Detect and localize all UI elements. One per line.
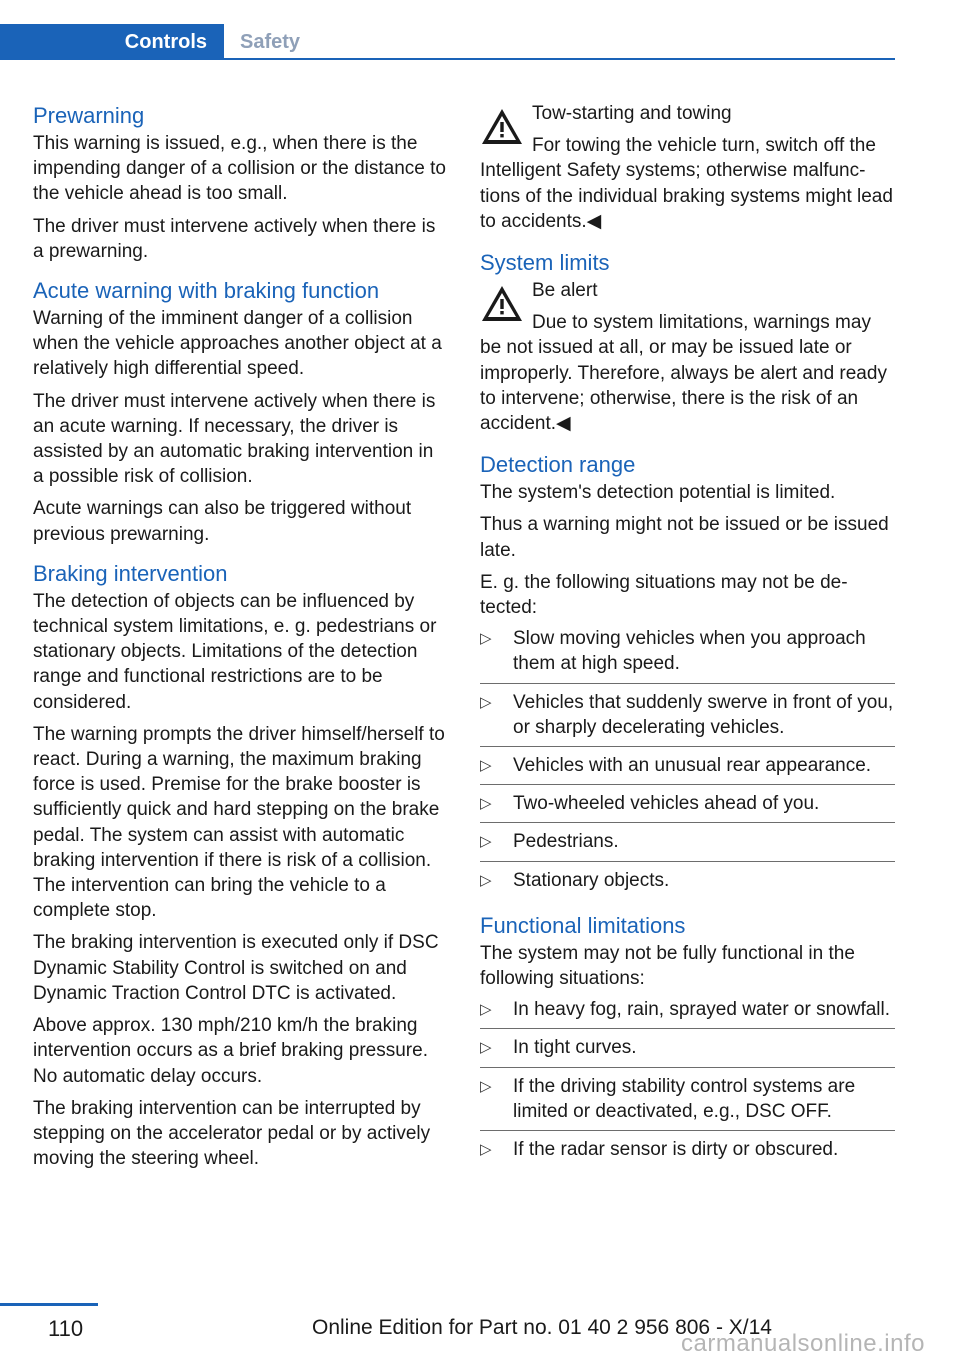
detection-list bbox=[480, 620, 895, 899]
triangle-bullet-icon: ▷ bbox=[480, 757, 492, 775]
paragraph: The warning prompts the driver himself/herself to react. During a warning, the maximum braking force is used. Premise for the brake booster is sufficiently quick and hard stepping on the brake pedal. The system can assist with automatic braking intervention if there is risk of a collision. The intervention can bring the vehicle to a complete stop. bbox=[33, 723, 445, 922]
triangle-bullet-icon: ▷ bbox=[480, 871, 492, 889]
triangle-bullet-icon: ▷ bbox=[480, 1001, 492, 1019]
warning-be-alert bbox=[480, 278, 895, 436]
paragraph: The system's detection potential is limited. bbox=[480, 482, 836, 504]
list-item: ▷ Vehicles with an unusual rear appearance. bbox=[480, 747, 895, 785]
heading-functional-limitations: Functional limitations bbox=[480, 912, 686, 938]
warning-triangle-icon bbox=[480, 283, 524, 323]
list-item: ▷ In heavy fog, rain, sprayed water or snowfall. bbox=[480, 991, 895, 1029]
functional-list bbox=[480, 991, 895, 1168]
triangle-bullet-icon: ▷ bbox=[480, 1077, 492, 1095]
triangle-bullet-icon: ▷ bbox=[480, 795, 492, 813]
warning-title: Tow-starting and towing bbox=[532, 103, 732, 124]
page-number: 110 bbox=[48, 1316, 84, 1341]
paragraph: The driver must intervene actively when there is a prewarning. bbox=[33, 215, 436, 262]
list-item: ▷ If the driving stability control systems are limited or deactivated, e.g., DSC OFF. bbox=[480, 1068, 895, 1131]
heading-prewarning: Prewarning bbox=[33, 103, 145, 128]
paragraph: The detection of objects can be influenced by technical system limitations, e. g. pedestrians or stationary objects. Limitations of the detection range and functional restrictions are to be considered. bbox=[33, 590, 437, 713]
paragraph: Thus a warning might not be issued or be issued late. bbox=[480, 514, 889, 561]
list-item: ▷ If the radar sensor is dirty or obscured. bbox=[480, 1139, 839, 1161]
list-item: ▷ Vehicles that suddenly swerve in front of you, or sharply decelerating vehicles. bbox=[480, 684, 895, 747]
list-item: ▷ Two-wheeled vehicles ahead of you. bbox=[480, 785, 895, 823]
paragraph: This warning is issued, e.g., when there is the impending danger of a collision or the distance to the vehicle ahead is too small. bbox=[33, 133, 446, 205]
list-item: ▷ Pedestrians. bbox=[480, 823, 895, 861]
heading-acute-warning: Acute warning with braking function bbox=[33, 278, 380, 304]
heading-braking-intervention: Braking intervention bbox=[33, 560, 228, 586]
paragraph: The braking intervention can be interrupted by stepping on the accelerator pedal or by actively moving the steering wheel. bbox=[33, 1097, 431, 1170]
paragraph: The braking intervention is executed only if DSC Dynamic Stability Control is switched on and Dynamic Traction Control DTC is activated. bbox=[33, 932, 439, 1004]
warning-title: Be alert bbox=[532, 280, 598, 302]
paragraph: Warning of the imminent danger of a collision when the vehicle approaches another object at a relatively high differential speed. bbox=[33, 308, 442, 380]
paragraph: E. g. the following situations may not be detected: bbox=[480, 571, 848, 619]
tab-controls[interactable]: Controls bbox=[0, 24, 224, 60]
right-column bbox=[480, 101, 895, 1168]
triangle-bullet-icon: ▷ bbox=[480, 1039, 492, 1057]
tab-safety[interactable]: Safety bbox=[240, 30, 301, 53]
heading-system-limits: System limits bbox=[480, 250, 610, 276]
edition-footer: Online Edition for Part no. 01 40 2 956 806 - X/14 bbox=[312, 1316, 772, 1339]
footer-accent-line bbox=[0, 1303, 98, 1306]
heading-detection-range: Detection range bbox=[480, 452, 636, 478]
paragraph: The driver must intervene actively when there is an acute warning. If necessary, the driver is assisted by an automatic braking intervention in a possible risk of collision. bbox=[33, 390, 436, 488]
list-item: ▷ Stationary objects. bbox=[480, 869, 670, 891]
warning-body: For towing the vehicle turn, switch off the Intelligent Safety systems; otherwise malfunctions of the individual braking systems might lead to accidents.◀ bbox=[480, 135, 893, 232]
header-bar bbox=[0, 0, 895, 60]
triangle-bullet-icon: ▷ bbox=[480, 1141, 492, 1159]
left-column bbox=[33, 101, 448, 1178]
triangle-bullet-icon: ▷ bbox=[480, 833, 492, 851]
warning-triangle-icon bbox=[480, 106, 524, 146]
warning-body: Due to system limitations, warnings may be not issued at all, or may be issued late or improperly. Therefore, always be alert and ready to intervene; otherwise, there is the risk of an accident.◀ bbox=[480, 312, 887, 435]
paragraph: Acute warnings can also be triggered without previous prewarning. bbox=[33, 498, 412, 545]
triangle-bullet-icon: ▷ bbox=[480, 630, 492, 648]
warning-towing bbox=[480, 101, 895, 234]
paragraph: Above approx. 130 mph/210 km/h the braking intervention occurs as a brief braking pressure. No automatic delay occurs. bbox=[33, 1015, 428, 1087]
watermark: carmanualsonline.info bbox=[681, 1330, 925, 1357]
paragraph: The system may not be fully functional in the following situations: bbox=[480, 942, 855, 990]
list-item: ▷ Slow moving vehicles when you approach them at high speed. bbox=[480, 620, 895, 683]
triangle-bullet-icon: ▷ bbox=[480, 693, 492, 711]
list-item: ▷ In tight curves. bbox=[480, 1029, 895, 1067]
